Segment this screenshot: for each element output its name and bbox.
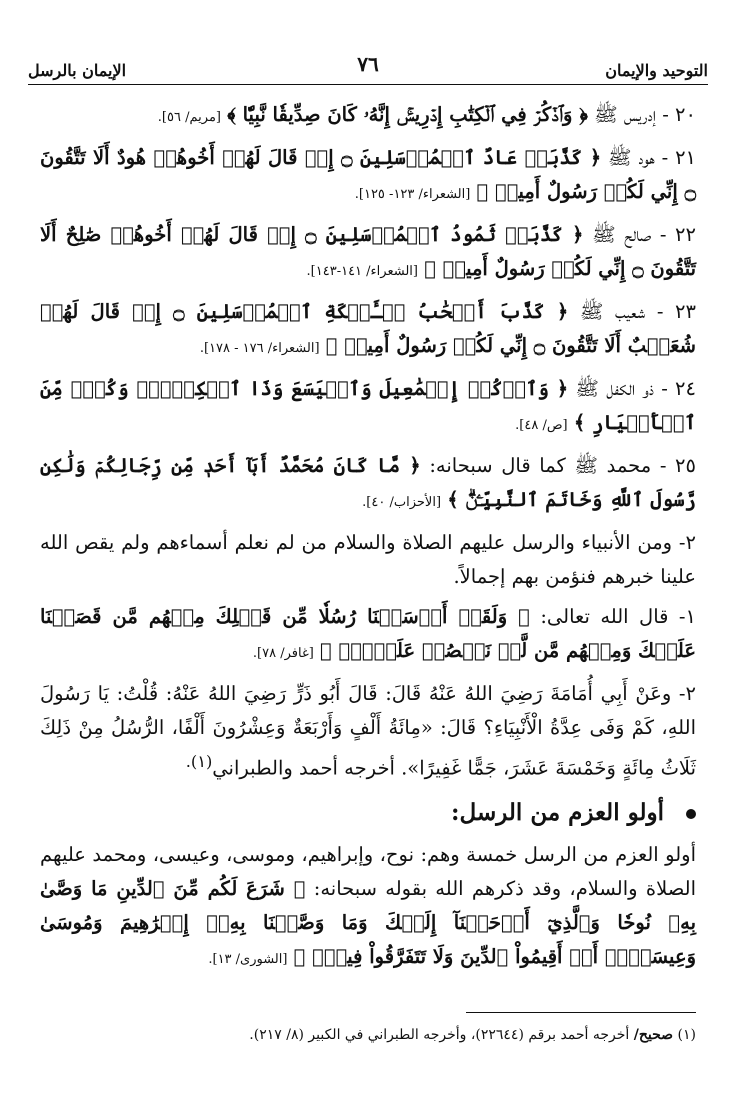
entry-number: ٢٢ <box>675 223 696 246</box>
section-heading <box>40 796 696 830</box>
prophet-name: محمد ﷺ كما قال سبحانه: <box>429 454 652 477</box>
bullet-icon <box>686 809 696 819</box>
page-number: ٧٦ <box>357 52 379 76</box>
entry-number: ٢٣ <box>675 300 696 323</box>
entry-number: ٢٤ <box>675 377 696 400</box>
quran-verse: ﴿ وَٱذۡكُرۡ إِسۡمَٰعِيلَ وَٱلۡيَسَعَ وَذَا ٱلۡكِفۡلِۖ وَكُلّٞ مِّنَ ٱلۡأَخۡيَارِ ﴾ <box>40 377 696 434</box>
footnote-number: (١) <box>677 1027 696 1043</box>
quran-verse: ﴿ شَرَعَ لَكُم مِّنَ ٱلدِّينِ مَا وَصَّىٰ بِهِۦ نُوحٗا وَٱلَّذِيٓ أَوۡحَيۡنَآ إِلَيۡكَ وَمَا وَصَّيۡنَا بِهِۦٓ إِبۡرَٰهِيمَ وَمُوسَىٰ وَعِيسَىٰٓۖ أَنۡ أَقِيمُواْ ٱلدِّينَ وَلَا تَتَفَرَّقُواْ فِيهِۚ ﴾ <box>40 876 696 968</box>
verse-reference: [الشعراء/ ١٤١-١٤٣]. <box>306 264 418 279</box>
prophet-entry-24: ٢٤ - ذو الكفل ﷺ ﴿ وَٱذۡكُرۡ إِسۡمَٰعِيلَ وَٱلۡيَسَعَ وَذَا ٱلۡكِفۡلِۖ وَكُلّٞ مِّنَ ٱلۡأَخۡيَارِ ﴾ [ص/ ٤٨]. <box>40 377 696 434</box>
quran-verse: ﴿ وَلَقَدۡ أَرۡسَلۡنَا رُسُلٗا مِّن قَبۡلِكَ مِنۡهُم مَّن قَصَصۡنَا عَلَيۡكَ وَمِنۡهُم مَّن لَّمۡ نَقۡصُصۡ عَلَيۡكَۗ ﴾ <box>40 605 696 662</box>
footnote-marker: (١). <box>185 752 213 771</box>
prophet-name: ذو الكفل ﷺ <box>575 377 654 400</box>
hadith-text: ٢- وعَنْ أَبِي أُمَامَةَ رَضِيَ اللهُ عَنْهُ قَالَ: قَالَ أَبُو ذَرٍّ رَضِيَ اللهُ عَنْهُ: قُلْتُ: يَا رَسُولَ اللهِ، كَمْ وَفَى عِدَّةُ الْأَنْبِيَاءِ؟ قَالَ: «مِائَةُ أَلْفٍ وَأَرْبَعَةٌ وَعِشْرُونَ أَلْفًا، الرُّسُلُ مِنْ ذَلِكَ ثَلَاثُ مِائَةٍ وَخَمْسَةَ عَشَرَ، جَمًّا غَفِيرًا». أخرجه أحمد والطبراني <box>40 682 696 780</box>
quran-verse: ﴿ وَٱذۡكُرۡ فِي ٱلۡكِتَٰبِ إِدۡرِيسَۚ إِنَّهُۥ كَانَ صِدِّيقٗا نَّبِيّٗا ﴾ <box>227 103 588 126</box>
verse-reference: [ص/ ٤٨]. <box>515 418 568 433</box>
prophet-entry-21: ٢١ - هود ﷺ ﴿ كَذَّبَتۡ عَادٌ ٱلۡمُرۡسَلِينَ ۝ إِذۡ قَالَ لَهُمۡ أَخُوهُمۡ هُودٌ أَلَا تَتَّقُونَ ۝ إِنِّي لَكُمۡ رَسُولٌ أَمِينٞ ﴾ [الشعراء/ ١٢٣- ١٢٥]. <box>40 146 697 203</box>
prophet-name: هود ﷺ <box>608 146 655 169</box>
verse-reference: [الشورى/ ١٣]. <box>208 951 288 967</box>
page-header <box>28 50 708 85</box>
prophet-entry-22: ٢٢ - صالح ﷺ ﴿ كَذَّبَتۡ ثَمُودُ ٱلۡمُرۡسَلِينَ ۝ إِذۡ قَالَ لَهُمۡ أَخُوهُمۡ صَٰلِحٌ أَلَا تَتَّقُونَ ۝ إِنِّي لَكُمۡ رَسُولٌ أَمِينٞ ﴾ [الشعراء/ ١٤١-١٤٣]. <box>40 223 696 280</box>
page-body <box>40 98 696 983</box>
prophet-name: شعيب ﷺ <box>579 300 646 323</box>
footnote <box>40 1024 696 1046</box>
paragraph-text: أولو العزم من الرسل خمسة وهم: نوح، وإبراهيم، وموسى، وعيسى، ومحمد عليهم الصلاة والسلام، وقد ذكرهم الله بقوله سبحانه: <box>40 842 696 900</box>
entry-number: ٢١ <box>675 146 697 169</box>
prophet-entry-25: ٢٥ - محمد ﷺ كما قال سبحانه: ﴿ مَّا كَانَ مُحَمَّدٌ أَبَآ أَحَدٖ مِّن رِّجَالِكُمۡ وَلَٰكِن رَّسُولَ ٱللَّهِ وَخَاتَمَ ٱلنَّبِيِّـۧنَۗ ﴾ [الأحزاب/ ٤٠]. <box>40 454 696 511</box>
entry-number: ٢٥ <box>675 454 696 477</box>
ulul-azm-paragraph <box>40 838 696 977</box>
quran-verse: ﴿ كَذَّبَ أَصۡحَٰبُ لۡـَٔيۡكَةِ ٱلۡمُرۡسَلِينَ ۝ إِذۡ قَالَ لَهُمۡ شُعَيۡبٌ أَلَا تَتَّقُونَ ۝ إِنِّي لَكُمۡ رَسُولٌ أَمِينٞ ﴾ <box>40 300 696 357</box>
evidence-prefix: ١- قال الله تعالى: <box>540 605 696 628</box>
prophet-entry-20: ٢٠ - إدريس ﷺ ﴿ وَٱذۡكُرۡ فِي ٱلۡكِتَٰبِ إِدۡرِيسَۚ إِنَّهُۥ كَانَ صِدِّيقٗا نَّبِيّٗا ﴾ [مريم/ ٥٦]. <box>157 103 696 126</box>
verse-reference: [مريم/ ٥٦]. <box>157 110 221 125</box>
footnote-divider <box>466 1012 696 1013</box>
verse-reference: [غافر/ ٧٨]. <box>252 646 314 661</box>
footnote-text: أخرجه أحمد برقم (٢٢٦٤٤)، وأخرجه الطبراني في الكبير (٨/ ٢١٧). <box>249 1027 630 1043</box>
heading-text: أولو العزم من الرسل: <box>451 798 664 826</box>
quran-verse: ﴿ كَذَّبَتۡ عَادٌ ٱلۡمُرۡسَلِينَ ۝ إِذۡ قَالَ لَهُمۡ أَخُوهُمۡ هُودٌ أَلَا تَتَّقُونَ ۝ إِنِّي لَكُمۡ رَسُولٌ أَمِينٞ ﴾ <box>40 146 696 203</box>
quran-verse: ﴿ مَّا كَانَ مُحَمَّدٌ أَبَآ أَحَدٖ مِّن رِّجَالِكُمۡ وَلَٰكِن رَّسُولَ ٱللَّهِ وَخَاتَمَ ٱلنَّبِيِّـۧنَۗ ﴾ <box>40 454 696 511</box>
header-book-title: التوحيد والإيمان <box>605 61 708 80</box>
prophet-name: صالح ﷺ <box>592 223 652 246</box>
verse-reference: [الشعراء/ ١٧٦ - ١٧٨]. <box>199 341 320 356</box>
evidence-2-hadith <box>40 677 696 786</box>
prophet-name: إدريس ﷺ <box>594 103 657 126</box>
entry-number: ٢٠ <box>675 103 696 126</box>
quran-verse: ﴿ كَذَّبَتۡ ثَمُودُ ٱلۡمُرۡسَلِينَ ۝ إِذۡ قَالَ لَهُمۡ أَخُوهُمۡ صَٰلِحٌ أَلَا تَتَّقُونَ ۝ إِنِّي لَكُمۡ رَسُولٌ أَمِينٞ ﴾ <box>40 223 696 280</box>
header-chapter-title: الإيمان بالرسل <box>28 61 127 80</box>
verse-reference: [الشعراء/ ١٢٣- ١٢٥]. <box>354 187 471 202</box>
footnote-grade: صحيح/ <box>633 1027 674 1043</box>
verse-reference: [الأحزاب/ ٤٠]. <box>362 495 442 510</box>
prophet-entry-23: ٢٣ - شعيب ﷺ ﴿ كَذَّبَ أَصۡحَٰبُ لۡـَٔيۡكَةِ ٱلۡمُرۡسَلِينَ ۝ إِذۡ قَالَ لَهُمۡ شُعَيۡبٌ أَلَا تَتَّقُونَ ۝ إِنِّي لَكُمۡ رَسُولٌ أَمِينٞ ﴾ [الشعراء/ ١٧٦ - ١٧٨]. <box>40 300 696 357</box>
evidence-1 <box>40 600 696 671</box>
section-unnamed-prophets: ٢- ومن الأنبياء والرسل عليهم الصلاة والسلام من لم نعلم أسماءهم ولم يقص الله علينا خبرهم فنؤمن بهم إجمالاً. <box>40 531 696 588</box>
